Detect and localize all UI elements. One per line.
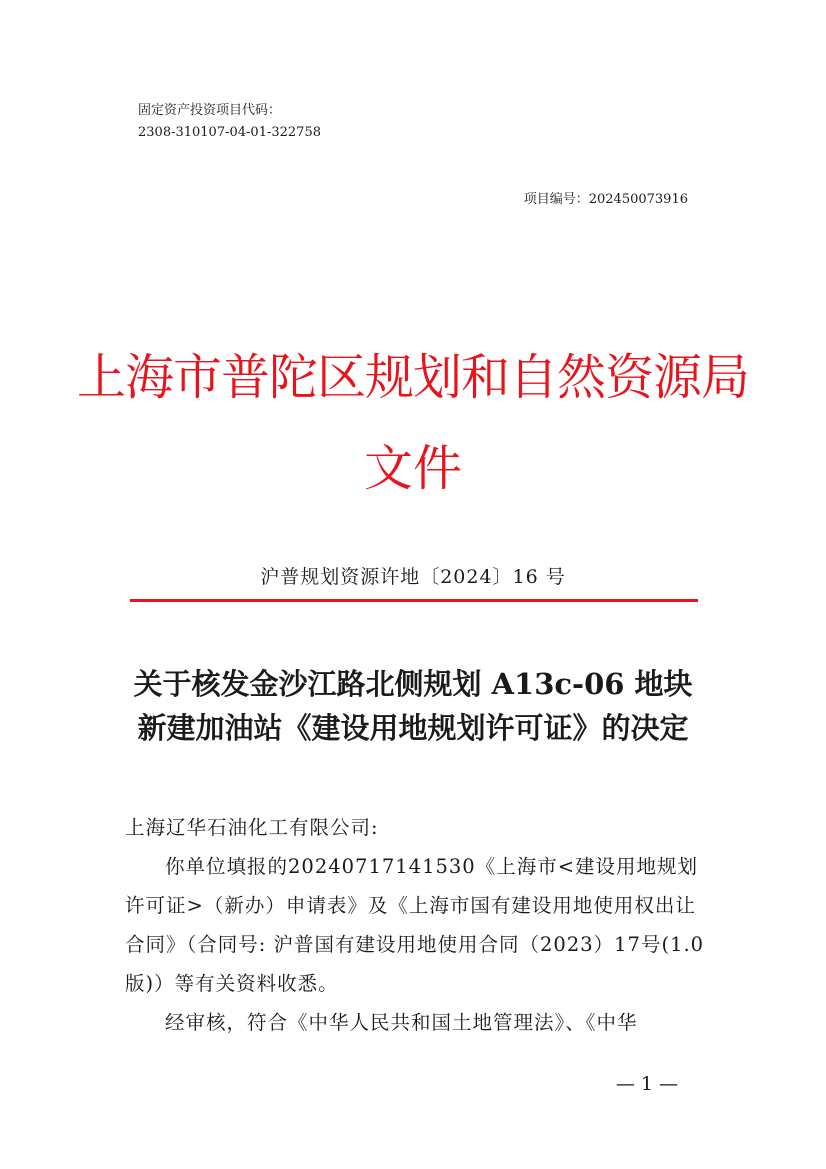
body-paragraph-2: 经审核，符合《中华人民共和国土地管理法》、《中华 (165, 1011, 638, 1034)
document-title (0, 662, 826, 750)
issuer-name: 上海市普陀区规划和自然资源局 (76, 349, 749, 406)
project-number: 项目编号：202450073916 (523, 192, 688, 207)
title-line-1: 关于核发金沙江路北侧规划 A13c-06 地块 (133, 667, 693, 701)
issuer-doc-type: 文件 (363, 440, 462, 497)
investment-code-block (138, 100, 321, 144)
page-number: — 1 — (615, 1073, 678, 1095)
title-line-2: 新建加油站《建设用地规划许可证》的决定 (137, 711, 689, 745)
body-paragraph-1: 你单位填报的20240717141530《上海市<建设用地规划许可证>（新办）申请表》及《上海市国有建设用地使用权出让合同》（合同号: 沪普国有建设用地使用合同（2023）17号(1.0版)）等有关资料收悉。 (125, 855, 705, 995)
investment-code-label: 固定资产投资项目代码： (138, 103, 282, 118)
document-number: 沪普规划资源许地〔2024〕16 号 (260, 566, 566, 588)
document-body (125, 808, 705, 1042)
red-divider-line (130, 599, 698, 602)
investment-code-value: 2308-310107-04-01-322758 (138, 125, 321, 140)
addressee: 上海辽华石油化工有限公司: (125, 816, 379, 839)
